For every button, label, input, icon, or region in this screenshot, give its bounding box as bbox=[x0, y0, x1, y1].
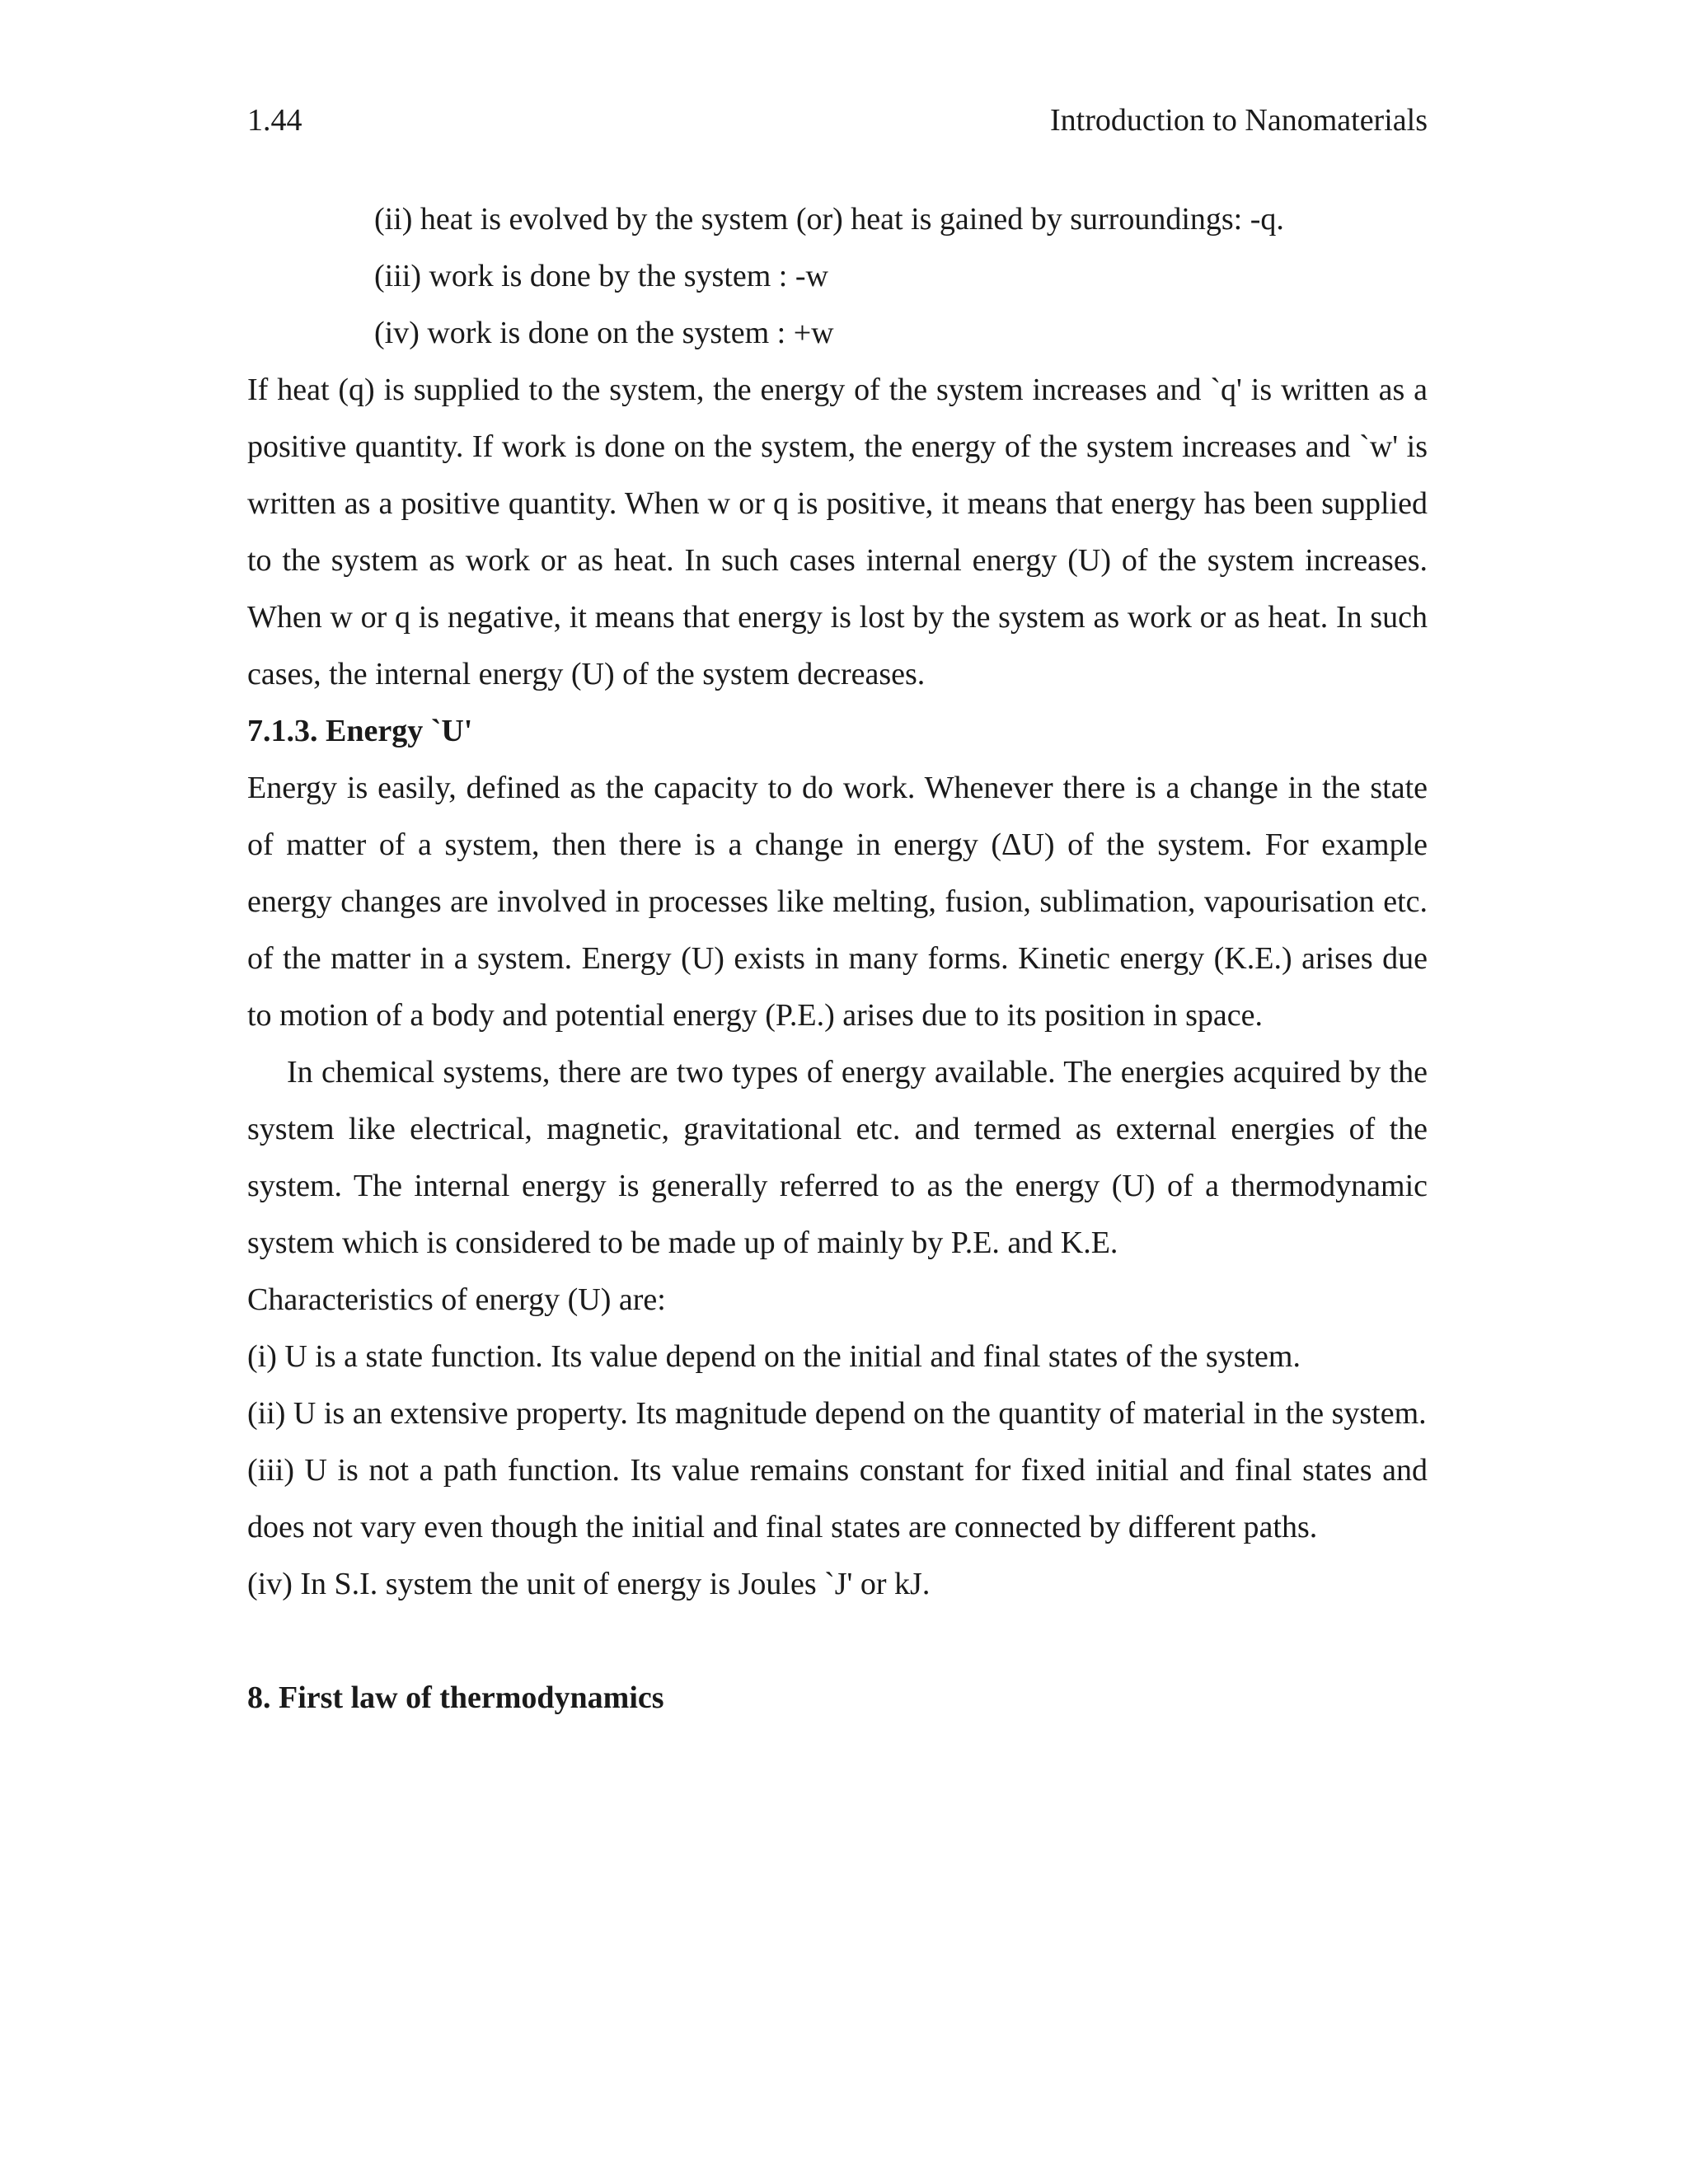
body-paragraph: Energy is easily, defined as the capacity to do work. Whenever there is a change in the state of matter of a system, then there is a change in energy (ΔU) of the system. For example energy changes are involved in processes like melting, fusion, sublimation, vapourisation etc. of the matter in a system. Energy (U) exists in many forms. Kinetic energy (K.E.) arises due to motion of a body and potential energy (P.E.) arises due to its position in space. bbox=[247, 771, 1428, 1033]
characteristic-item: (ii) U is an extensive property. Its magnitude depend on the quantity of material in the system. bbox=[247, 1396, 1427, 1431]
running-title: Introduction to Nanomaterials bbox=[1050, 103, 1428, 138]
section-heading: 8. First law of thermodynamics bbox=[247, 1680, 664, 1715]
sign-convention-item: (iv) work is done on the system : +w bbox=[374, 316, 834, 350]
characteristic-item: (iii) U is not a path function. Its value remains constant for fixed initial and final states and does not vary even though the initial and final states are connected by different paths. bbox=[247, 1453, 1428, 1544]
body-paragraph: If heat (q) is supplied to the system, the energy of the system increases and `q' is written as a positive quantity. If work is done on the system, the energy of the system increases and `w' is written as a positive quantity. When w or q is positive, it means that energy has been supplied to the system as work or as heat. In such cases internal energy (U) of the system increases. When w or q is negative, it means that energy is lost by the system as work or as heat. In such cases, the internal energy (U) of the system decreases. bbox=[247, 373, 1428, 691]
body-paragraph: In chemical systems, there are two types of energy available. The energies acquired by the system like electrical, magnetic, gravitational etc. and termed as external energies of the system. The internal energy is generally referred to as the energy (U) of a thermodynamic system which is considered to be made up of mainly by P.E. and K.E. bbox=[247, 1055, 1428, 1260]
page-number: 1.44 bbox=[247, 103, 302, 138]
sign-convention-item: (iii) work is done by the system : -w bbox=[374, 259, 828, 293]
sign-convention-item: (ii) heat is evolved by the system (or) heat is gained by surroundings: -q. bbox=[374, 202, 1284, 237]
section-heading: 7.1.3. Energy `U' bbox=[247, 714, 473, 748]
characteristic-item: (iv) In S.I. system the unit of energy is Joules `J' or kJ. bbox=[247, 1567, 931, 1601]
characteristic-item: (i) U is a state function. Its value depend on the initial and final states of the system. bbox=[247, 1339, 1301, 1374]
characteristics-intro: Characteristics of energy (U) are: bbox=[247, 1282, 666, 1317]
running-header bbox=[247, 97, 1428, 143]
spacer bbox=[247, 1613, 1428, 1670]
page-body bbox=[247, 191, 1428, 1727]
